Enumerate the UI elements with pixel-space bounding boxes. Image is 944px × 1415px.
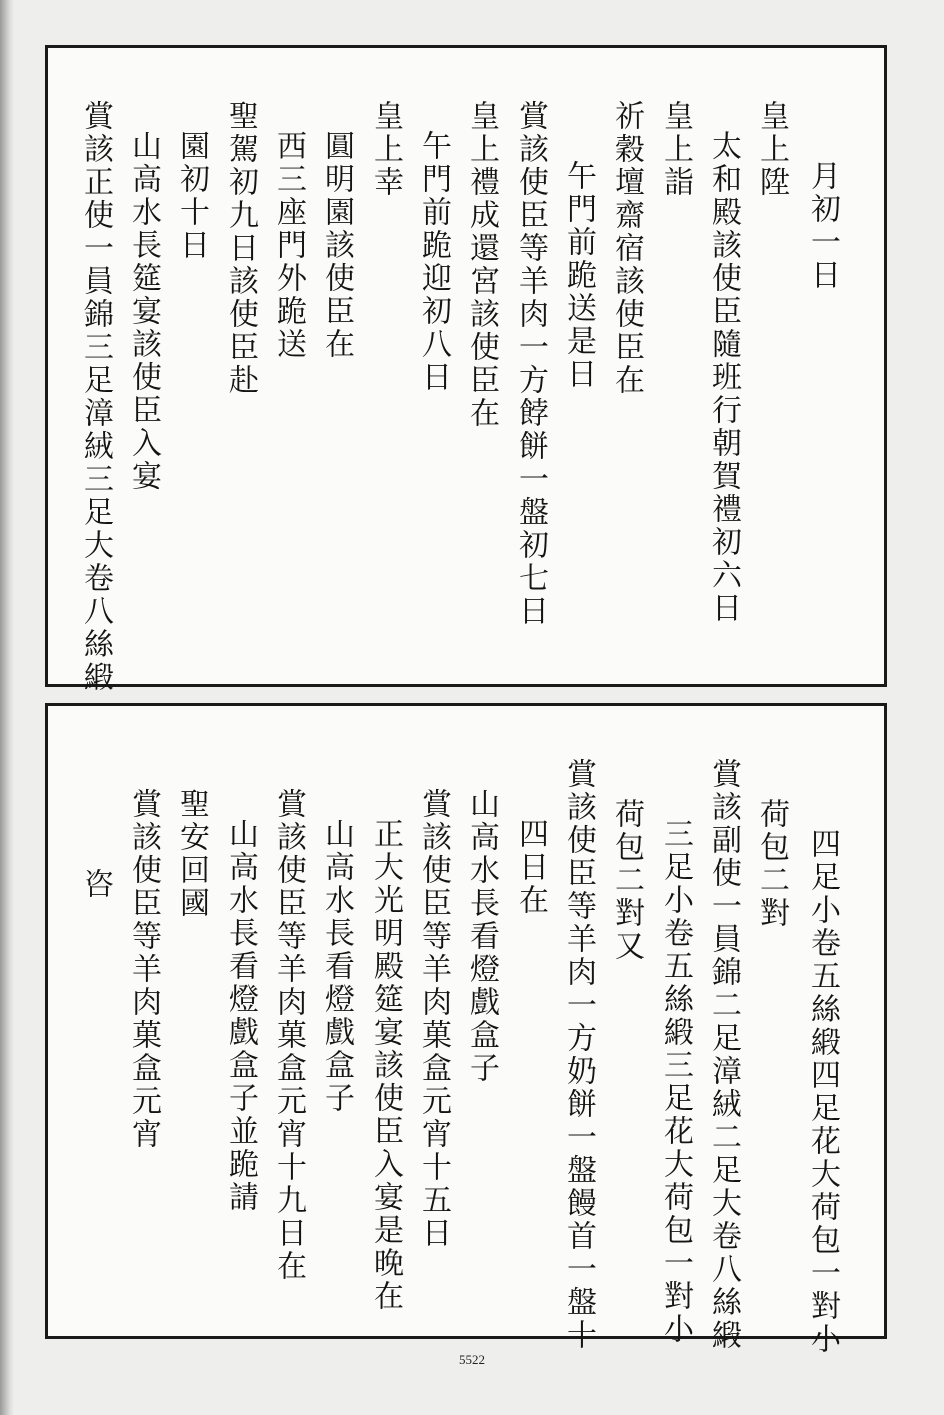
top-text-panel	[45, 45, 887, 694]
bottom-text-panel	[45, 703, 887, 1356]
text-column: 午門前跪迎初八日	[416, 130, 451, 394]
text-column: 賞該使臣等羊肉一方奶餅一盤饅首一盤十	[561, 758, 596, 1352]
text-column: 聖駕初九日該使臣赴	[223, 100, 258, 397]
page-number: 5522	[459, 1352, 485, 1367]
text-column: 四日在	[513, 818, 548, 917]
text-column: 祈穀壇齋宿該使臣在	[609, 100, 644, 397]
text-column: 西三座門外跪送	[271, 130, 306, 361]
text-column: 賞該使臣等羊肉菓盒元宵	[126, 788, 161, 1151]
text-column: 山高水長看燈戲盒子並跪請	[223, 818, 258, 1214]
text-column: 荷包二對又	[609, 798, 644, 963]
text-column: 咨	[78, 868, 113, 901]
text-column: 山高水長筵宴該使臣入宴	[126, 130, 161, 493]
text-column: 皇上陞	[754, 100, 789, 199]
text-column: 賞該使臣等羊肉菓盒元宵十九日在	[271, 788, 306, 1283]
text-column: 賞該使臣等羊肉菓盒元宵十五日	[416, 788, 451, 1250]
text-column: 皇上詣	[658, 100, 693, 199]
text-column: 四足小卷五絲緞四足花大荷包一對小	[805, 828, 840, 1356]
text-column: 賞該使臣等羊肉一方餑餅一盤初七日	[513, 100, 548, 628]
text-column: 太和殿該使臣隨班行朝賀禮初六日	[706, 130, 741, 625]
text-column: 午門前跪送是日	[561, 160, 596, 391]
binding-shadow	[0, 0, 14, 1415]
text-column: 圓明園該使臣在	[319, 130, 354, 361]
text-column: 皇上幸	[368, 100, 403, 199]
text-column: 三足小卷五絲緞三足花大荷包一對小	[658, 818, 693, 1346]
text-column: 山高水長看燈戲盒子	[319, 818, 354, 1115]
text-column: 月初一日	[805, 160, 840, 292]
text-column: 荷包二對	[754, 798, 789, 930]
text-column: 正大光明殿筵宴該使臣入宴是晚在	[368, 818, 403, 1313]
text-column: 賞該副使一員錦二足漳絨二足大卷八絲緞	[706, 758, 741, 1352]
text-column: 山高水長看燈戲盒子	[464, 788, 499, 1085]
text-column: 聖安回國	[174, 788, 209, 920]
text-column: 賞該正使一員錦三足漳絨三足大卷八絲緞	[78, 100, 113, 694]
text-column: 園初十日	[174, 130, 209, 262]
text-column: 皇上禮成還宮該使臣在	[464, 100, 499, 430]
